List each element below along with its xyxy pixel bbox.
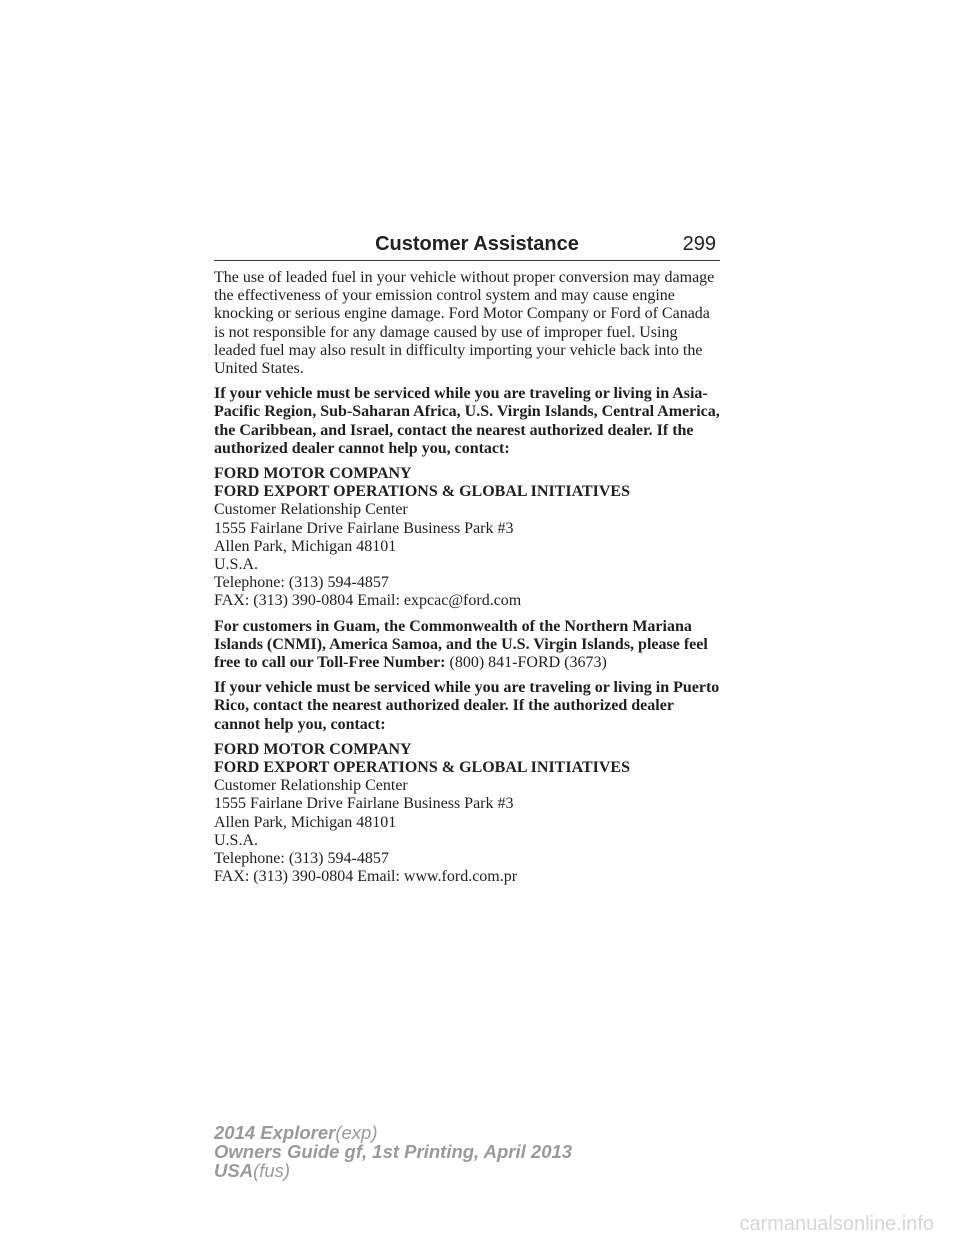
puerto-rico-service-paragraph: If your vehicle must be serviced while you are traveling or living in Puerto Rico, contact the nearest authorized dealer. If the authorized dealer cannot help you, contact: <box>214 679 720 733</box>
address-country: U.S.A. <box>214 831 259 849</box>
page-header <box>214 231 720 261</box>
site-watermark: carmanualsonline.info <box>739 1213 934 1235</box>
export-operations-address-2 <box>214 741 722 887</box>
address-country: U.S.A. <box>214 556 259 574</box>
asia-pacific-service-paragraph: If your vehicle must be serviced while you are traveling or living in Asia-Pacific Region, Sub-Saharan Africa, U.S. Virgin Islands, Central America, the Caribbean, and Israel, contact the nearest authorized dealer. If the authorized dealer cannot help you, contact: <box>214 385 720 457</box>
leaded-fuel-paragraph: The use of leaded fuel in your vehicle without proper conversion may damage the effectiveness of your emission control system and may cause engine knocking or serious engine damage. Ford Motor Company or Ford of Canada is not responsible for any damage caused by use of improper fuel. Using leaded fuel may also result in difficulty importing your vehicle back into the United States. <box>214 269 715 378</box>
toll-free-number: (800) 841-FORD (3673) <box>449 654 607 672</box>
address-fax-email: FAX: (313) 390-0804 Email: www.ford.com.pr <box>214 868 518 886</box>
page-content <box>214 269 722 894</box>
footer-model-code: (exp) <box>335 1122 378 1143</box>
address-fax-email: FAX: (313) 390-0804 Email: expcac@ford.com <box>214 592 522 610</box>
address-company: FORD MOTOR COMPANY <box>214 465 412 483</box>
export-operations-address-1 <box>214 465 722 611</box>
footer-market-code: (fus) <box>253 1160 291 1181</box>
address-center: Customer Relationship Center <box>214 501 408 519</box>
page-number: 299 <box>682 233 716 255</box>
address-company: FORD MOTOR COMPANY <box>214 740 412 758</box>
address-street: 1555 Fairlane Drive Fairlane Business Park #3 <box>214 795 514 813</box>
guam-toll-free-paragraph <box>214 618 722 673</box>
address-street: 1555 Fairlane Drive Fairlane Business Park #3 <box>214 519 514 537</box>
footer-model-line <box>214 1123 572 1142</box>
address-division: FORD EXPORT OPERATIONS & GLOBAL INITIATIVES <box>214 759 630 777</box>
address-center: Customer Relationship Center <box>214 777 408 795</box>
address-division: FORD EXPORT OPERATIONS & GLOBAL INITIATIVES <box>214 483 630 501</box>
footer-model: 2014 Explorer <box>214 1122 336 1143</box>
address-city: Allen Park, Michigan 48101 <box>214 537 397 555</box>
footer-market: USA <box>214 1160 254 1181</box>
address-city: Allen Park, Michigan 48101 <box>214 813 397 831</box>
page-footer <box>214 1123 572 1180</box>
footer-market-line <box>214 1161 572 1180</box>
section-title: Customer Assistance <box>375 233 579 255</box>
address-telephone: Telephone: (313) 594-4857 <box>214 850 389 868</box>
guam-toll-free-text: For customers in Guam, the Commonwealth of the Northern Mariana Islands (CNMI), America Samoa, and the U.S. Virgin Islands, please feel free to call our Toll-Free Number: <box>214 617 708 672</box>
address-telephone: Telephone: (313) 594-4857 <box>214 574 389 592</box>
header-divider <box>214 260 720 261</box>
footer-guide-line: Owners Guide gf, 1st Printing, April 2013 <box>214 1141 573 1162</box>
